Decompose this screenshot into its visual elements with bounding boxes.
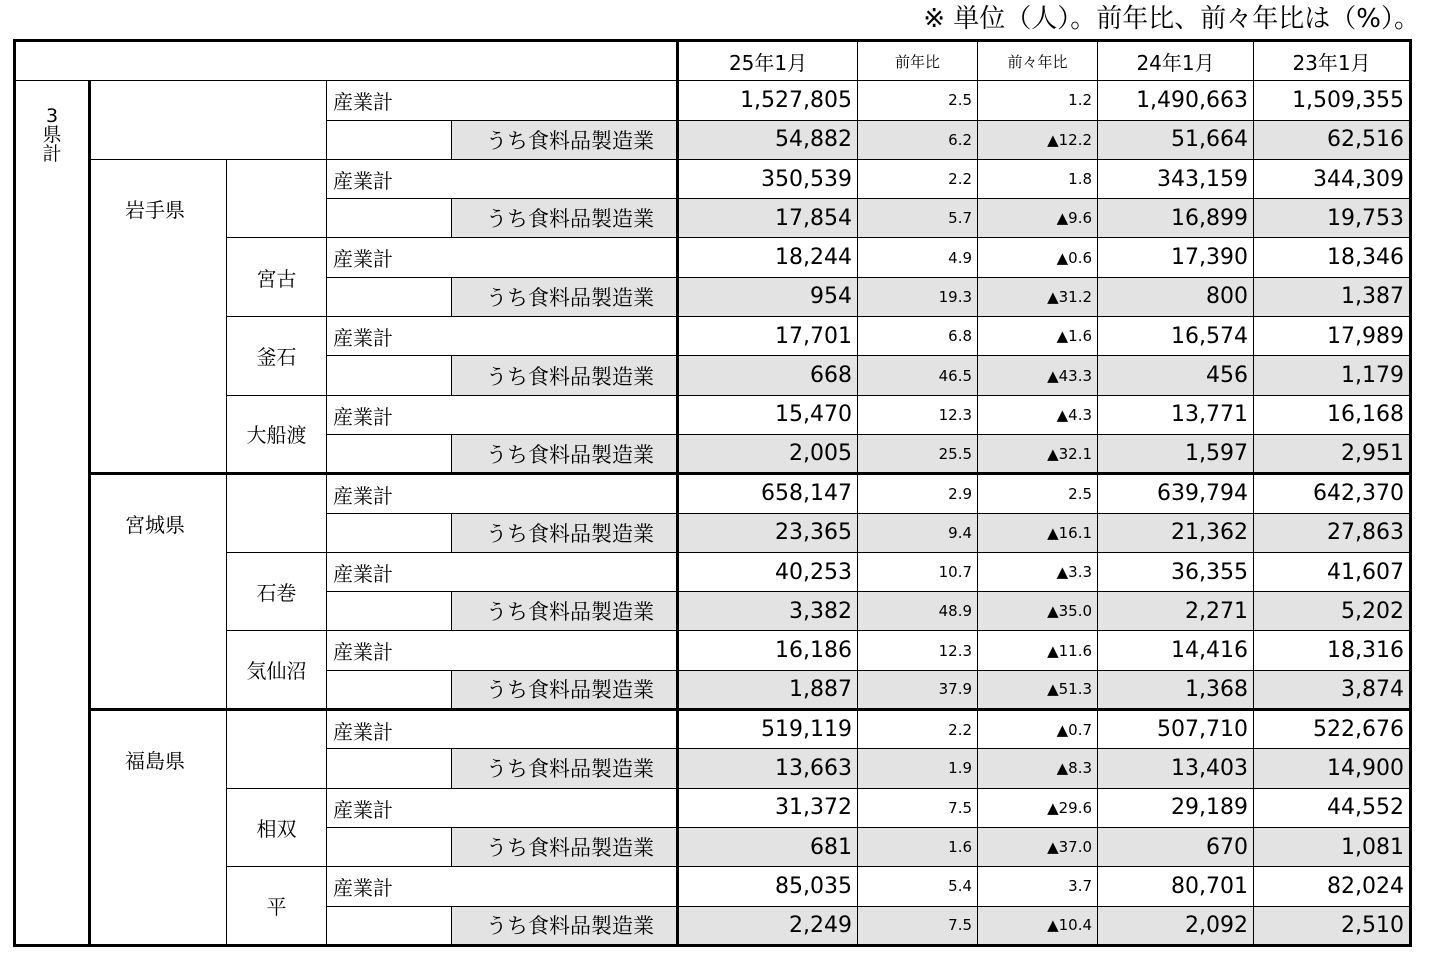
industry-total-label: 産業計 bbox=[327, 474, 678, 513]
industry-total-label: 産業計 bbox=[327, 238, 678, 277]
value-2024-01: 13,771 bbox=[1098, 395, 1254, 434]
industry-total-label: 産業計 bbox=[327, 552, 678, 591]
value-2024-01: 1,490,663 bbox=[1098, 81, 1254, 120]
value-2025-01: 18,244 bbox=[678, 238, 858, 277]
industry-total-label: 産業計 bbox=[327, 159, 678, 198]
prefecture-blank bbox=[227, 159, 327, 238]
value-2023-01: 62,516 bbox=[1254, 120, 1411, 159]
value-2023-01: 44,552 bbox=[1254, 788, 1411, 827]
yoy-ratio: 2.2 bbox=[858, 710, 978, 749]
value-2023-01: 2,951 bbox=[1254, 434, 1411, 473]
food-manufacturing-label: うち食料品製造業 bbox=[452, 356, 678, 395]
prefecture-blank bbox=[227, 474, 327, 553]
yoy-ratio: 2.5 bbox=[858, 81, 978, 120]
city-ofunato: 大船渡 bbox=[227, 395, 327, 474]
value-2024-01: 36,355 bbox=[1098, 552, 1254, 591]
yoy-ratio: 5.7 bbox=[858, 199, 978, 238]
value-2023-01: 344,309 bbox=[1254, 159, 1411, 198]
two-year-ratio: ▲9.6 bbox=[978, 199, 1098, 238]
region-label-char: 県 bbox=[42, 124, 62, 147]
value-2025-01: 1,887 bbox=[678, 670, 858, 709]
value-2023-01: 16,168 bbox=[1254, 395, 1411, 434]
label-indent bbox=[327, 513, 452, 552]
value-2024-01: 21,362 bbox=[1098, 513, 1254, 552]
value-2024-01: 80,701 bbox=[1098, 867, 1254, 906]
food-manufacturing-label: うち食料品製造業 bbox=[452, 434, 678, 473]
industry-total-label: 産業計 bbox=[327, 631, 678, 670]
value-2023-01: 2,510 bbox=[1254, 906, 1411, 945]
value-2025-01: 17,701 bbox=[678, 317, 858, 356]
city-taira: 平 bbox=[227, 867, 327, 946]
food-manufacturing-label: うち食料品製造業 bbox=[452, 592, 678, 631]
value-2025-01: 1,527,805 bbox=[678, 81, 858, 120]
employment-table bbox=[13, 39, 1412, 947]
two-year-ratio: ▲8.3 bbox=[978, 749, 1098, 788]
value-2024-01: 16,574 bbox=[1098, 317, 1254, 356]
yoy-ratio: 19.3 bbox=[858, 277, 978, 316]
two-year-ratio: ▲1.6 bbox=[978, 317, 1098, 356]
value-2023-01: 18,316 bbox=[1254, 631, 1411, 670]
two-year-ratio: ▲32.1 bbox=[978, 434, 1098, 473]
value-2023-01: 1,179 bbox=[1254, 356, 1411, 395]
value-2024-01: 1,597 bbox=[1098, 434, 1254, 473]
two-year-ratio: ▲43.3 bbox=[978, 356, 1098, 395]
value-2024-01: 507,710 bbox=[1098, 710, 1254, 749]
region-label-char: 3 bbox=[45, 105, 59, 128]
food-manufacturing-label: うち食料品製造業 bbox=[452, 513, 678, 552]
header-col: 23年1月 bbox=[1254, 41, 1411, 81]
label-indent bbox=[327, 670, 452, 709]
industry-total-label: 産業計 bbox=[327, 317, 678, 356]
two-year-ratio: ▲35.0 bbox=[978, 592, 1098, 631]
food-manufacturing-label: うち食料品製造業 bbox=[452, 827, 678, 866]
value-2023-01: 3,874 bbox=[1254, 670, 1411, 709]
city-kamaishi: 釜石 bbox=[227, 317, 327, 396]
value-2025-01: 2,249 bbox=[678, 906, 858, 945]
value-2025-01: 85,035 bbox=[678, 867, 858, 906]
two-year-ratio: 1.8 bbox=[978, 159, 1098, 198]
industry-total-label: 産業計 bbox=[327, 81, 678, 120]
two-year-ratio: ▲37.0 bbox=[978, 827, 1098, 866]
value-2023-01: 1,081 bbox=[1254, 827, 1411, 866]
yoy-ratio: 6.2 bbox=[858, 120, 978, 159]
two-year-ratio: ▲0.7 bbox=[978, 710, 1098, 749]
header-blank bbox=[15, 41, 678, 81]
value-2024-01: 2,092 bbox=[1098, 906, 1254, 945]
value-2023-01: 18,346 bbox=[1254, 238, 1411, 277]
industry-total-row bbox=[15, 81, 1411, 120]
city-soso: 相双 bbox=[227, 788, 327, 867]
value-2024-01: 670 bbox=[1098, 827, 1254, 866]
prefecture-miyagi: 宮城県 bbox=[90, 474, 227, 710]
value-2025-01: 519,119 bbox=[678, 710, 858, 749]
value-2025-01: 40,253 bbox=[678, 552, 858, 591]
label-indent bbox=[327, 356, 452, 395]
label-indent bbox=[327, 906, 452, 945]
value-2025-01: 54,882 bbox=[678, 120, 858, 159]
label-indent bbox=[327, 277, 452, 316]
value-2023-01: 5,202 bbox=[1254, 592, 1411, 631]
industry-total-row bbox=[15, 159, 1411, 198]
value-2024-01: 17,390 bbox=[1098, 238, 1254, 277]
value-2025-01: 17,854 bbox=[678, 199, 858, 238]
label-indent bbox=[327, 199, 452, 238]
value-2024-01: 456 bbox=[1098, 356, 1254, 395]
value-2023-01: 522,676 bbox=[1254, 710, 1411, 749]
yoy-ratio: 37.9 bbox=[858, 670, 978, 709]
value-2024-01: 800 bbox=[1098, 277, 1254, 316]
two-year-ratio: 1.2 bbox=[978, 81, 1098, 120]
value-2025-01: 681 bbox=[678, 827, 858, 866]
two-year-ratio: ▲11.6 bbox=[978, 631, 1098, 670]
two-year-ratio: ▲12.2 bbox=[978, 120, 1098, 159]
food-manufacturing-label: うち食料品製造業 bbox=[452, 749, 678, 788]
industry-total-label: 産業計 bbox=[327, 710, 678, 749]
value-2025-01: 15,470 bbox=[678, 395, 858, 434]
value-2025-01: 23,365 bbox=[678, 513, 858, 552]
two-year-ratio: ▲10.4 bbox=[978, 906, 1098, 945]
food-manufacturing-label: うち食料品製造業 bbox=[452, 277, 678, 316]
value-2024-01: 14,416 bbox=[1098, 631, 1254, 670]
yoy-ratio: 1.9 bbox=[858, 749, 978, 788]
region-label-char: 計 bbox=[42, 143, 62, 166]
value-2023-01: 27,863 bbox=[1254, 513, 1411, 552]
value-2024-01: 2,271 bbox=[1098, 592, 1254, 631]
value-2025-01: 954 bbox=[678, 277, 858, 316]
two-year-ratio: 3.7 bbox=[978, 867, 1098, 906]
value-2025-01: 16,186 bbox=[678, 631, 858, 670]
region-3-pref-total bbox=[15, 81, 90, 946]
header-col: 前年比 bbox=[858, 41, 978, 81]
prefecture-fukushima: 福島県 bbox=[90, 710, 227, 946]
yoy-ratio: 1.6 bbox=[858, 827, 978, 866]
two-year-ratio: ▲3.3 bbox=[978, 552, 1098, 591]
unit-note: ※ 単位（人）。前年比、前々年比は（%）。 bbox=[923, 4, 1420, 34]
value-2023-01: 642,370 bbox=[1254, 474, 1411, 513]
yoy-ratio: 7.5 bbox=[858, 906, 978, 945]
yoy-ratio: 9.4 bbox=[858, 513, 978, 552]
two-year-ratio: ▲31.2 bbox=[978, 277, 1098, 316]
header-col: 前々年比 bbox=[978, 41, 1098, 81]
value-2024-01: 1,368 bbox=[1098, 670, 1254, 709]
two-year-ratio: ▲29.6 bbox=[978, 788, 1098, 827]
yoy-ratio: 12.3 bbox=[858, 631, 978, 670]
label-indent bbox=[327, 120, 452, 159]
yoy-ratio: 2.9 bbox=[858, 474, 978, 513]
total-blank bbox=[90, 81, 327, 160]
city-kesennuma: 気仙沼 bbox=[227, 631, 327, 710]
industry-total-row bbox=[15, 710, 1411, 749]
value-2023-01: 1,387 bbox=[1254, 277, 1411, 316]
yoy-ratio: 10.7 bbox=[858, 552, 978, 591]
city-ishinomaki: 石巻 bbox=[227, 552, 327, 631]
yoy-ratio: 48.9 bbox=[858, 592, 978, 631]
label-indent bbox=[327, 827, 452, 866]
industry-total-label: 産業計 bbox=[327, 867, 678, 906]
value-2024-01: 51,664 bbox=[1098, 120, 1254, 159]
value-2025-01: 2,005 bbox=[678, 434, 858, 473]
value-2024-01: 29,189 bbox=[1098, 788, 1254, 827]
value-2025-01: 3,382 bbox=[678, 592, 858, 631]
label-indent bbox=[327, 434, 452, 473]
two-year-ratio: ▲51.3 bbox=[978, 670, 1098, 709]
value-2025-01: 13,663 bbox=[678, 749, 858, 788]
value-2025-01: 658,147 bbox=[678, 474, 858, 513]
city-miyako: 宮古 bbox=[227, 238, 327, 317]
label-indent bbox=[327, 749, 452, 788]
industry-total-label: 産業計 bbox=[327, 788, 678, 827]
yoy-ratio: 4.9 bbox=[858, 238, 978, 277]
value-2023-01: 19,753 bbox=[1254, 199, 1411, 238]
value-2023-01: 82,024 bbox=[1254, 867, 1411, 906]
industry-total-label: 産業計 bbox=[327, 395, 678, 434]
food-manufacturing-label: うち食料品製造業 bbox=[452, 670, 678, 709]
prefecture-iwate: 岩手県 bbox=[90, 159, 227, 473]
value-2024-01: 16,899 bbox=[1098, 199, 1254, 238]
industry-total-row bbox=[15, 474, 1411, 513]
yoy-ratio: 12.3 bbox=[858, 395, 978, 434]
yoy-ratio: 5.4 bbox=[858, 867, 978, 906]
food-manufacturing-label: うち食料品製造業 bbox=[452, 199, 678, 238]
value-2024-01: 13,403 bbox=[1098, 749, 1254, 788]
food-manufacturing-label: うち食料品製造業 bbox=[452, 120, 678, 159]
two-year-ratio: ▲0.6 bbox=[978, 238, 1098, 277]
value-2023-01: 14,900 bbox=[1254, 749, 1411, 788]
two-year-ratio: ▲4.3 bbox=[978, 395, 1098, 434]
value-2024-01: 343,159 bbox=[1098, 159, 1254, 198]
prefecture-blank bbox=[227, 710, 327, 789]
value-2023-01: 41,607 bbox=[1254, 552, 1411, 591]
label-indent bbox=[327, 592, 452, 631]
value-2023-01: 17,989 bbox=[1254, 317, 1411, 356]
value-2025-01: 350,539 bbox=[678, 159, 858, 198]
yoy-ratio: 7.5 bbox=[858, 788, 978, 827]
yoy-ratio: 2.2 bbox=[858, 159, 978, 198]
food-manufacturing-label: うち食料品製造業 bbox=[452, 906, 678, 945]
two-year-ratio: 2.5 bbox=[978, 474, 1098, 513]
value-2024-01: 639,794 bbox=[1098, 474, 1254, 513]
yoy-ratio: 6.8 bbox=[858, 317, 978, 356]
header-col: 25年1月 bbox=[678, 41, 858, 81]
yoy-ratio: 46.5 bbox=[858, 356, 978, 395]
value-2025-01: 31,372 bbox=[678, 788, 858, 827]
value-2025-01: 668 bbox=[678, 356, 858, 395]
value-2023-01: 1,509,355 bbox=[1254, 81, 1411, 120]
yoy-ratio: 25.5 bbox=[858, 434, 978, 473]
header-row bbox=[15, 41, 1411, 81]
header-col: 24年1月 bbox=[1098, 41, 1254, 81]
two-year-ratio: ▲16.1 bbox=[978, 513, 1098, 552]
